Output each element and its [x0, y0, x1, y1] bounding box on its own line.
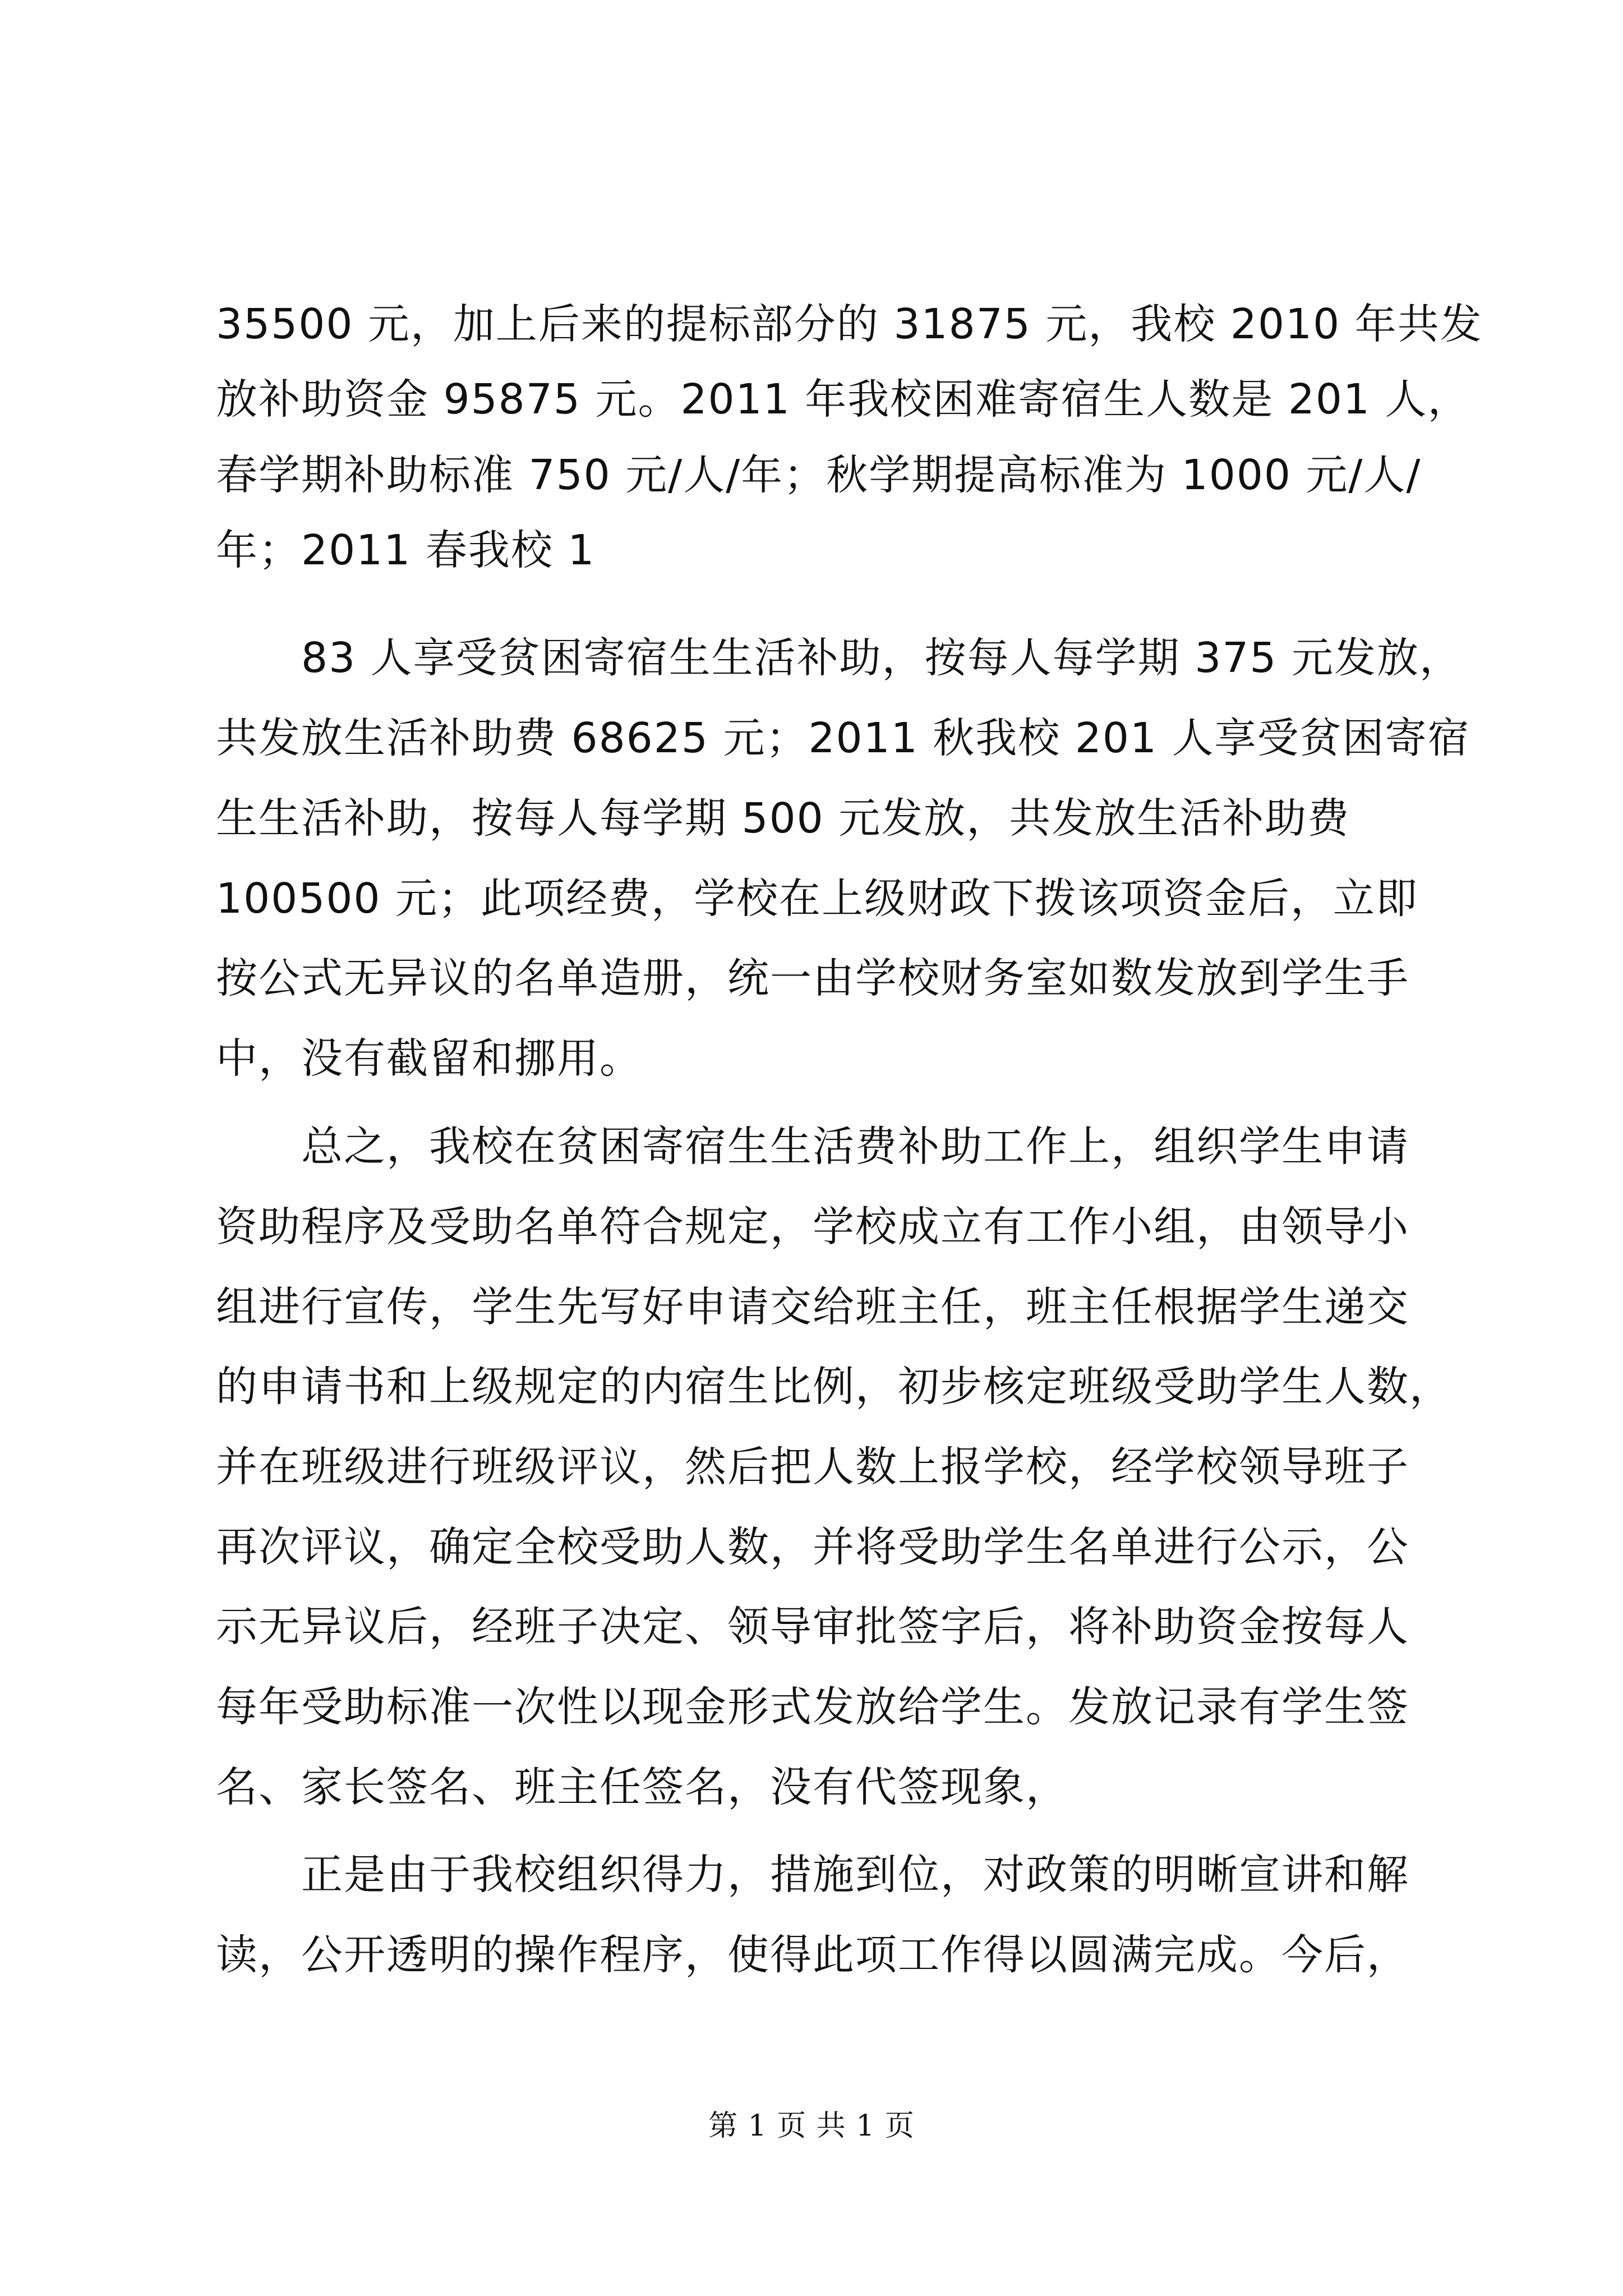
text-line: 再次评议，确定全校受助人数，并将受助学生名单进行公示，公: [216, 1523, 1409, 1571]
text-line: 35500 元，加上后来的提标部分的 31875 元，我校 2010 年共发: [216, 300, 1483, 348]
text-line: 读，公开透明的操作程序，使得此项工作得以圆满完成。今后，: [216, 1931, 1409, 1979]
text-line: 放补助资金 95875 元。2011 年我校困难寄宿生人数是 201 人，: [216, 375, 1470, 424]
text-line: 每年受助标准一次性以现金形式发放给学生。发放记录有学生签: [216, 1683, 1409, 1731]
text-line: 中，没有截留和挪用。: [216, 1034, 642, 1083]
text-line: 共发放生活补助费 68625 元；2011 秋我校 201 人享受贫困寄宿: [216, 714, 1470, 762]
page-footer: 第 1 页 共 1 页: [708, 2109, 915, 2143]
text-line: 100500 元；此项经费，学校在上级财政下拨该项资金后，立即: [216, 875, 1419, 923]
text-line: 名、家长签名、班主任签名，没有代签现象，: [216, 1763, 1068, 1811]
text-line: 正是由于我校组织得力，措施到位，对政策的明晰宣讲和解: [216, 1851, 1409, 1899]
text-line: 的申请书和上级规定的内宿生比例，初步核定班级受助学生人数，: [216, 1363, 1452, 1411]
text-line: 按公式无异议的名单造册，统一由学校财务室如数发放到学生手: [216, 954, 1409, 1002]
text-line: 生生活补助，按每人每学期 500 元发放，共发放生活补助费: [216, 794, 1350, 843]
text-line: 83 人享受贫困寄宿生生活补助，按每人每学期 375 元发放，: [216, 634, 1462, 682]
text-line: 示无异议后，经班子决定、领导审批签字后，将补助资金按每人: [216, 1603, 1409, 1651]
text-line: 组进行宣传，学生先写好申请交给班主任，班主任根据学生递交: [216, 1283, 1409, 1331]
text-line: 并在班级进行班级评议，然后把人数上报学校，经学校领导班子: [216, 1443, 1409, 1491]
text-line: 总之，我校在贫困寄宿生生活费补助工作上，组织学生申请: [216, 1122, 1409, 1171]
text-line: 资助程序及受助名单符合规定，学校成立有工作小组，由领导小: [216, 1203, 1409, 1251]
text-line: 春学期补助标准 750 元/人/年；秋学期提高标准为 1000 元/人/: [216, 451, 1422, 499]
text-line: 年；2011 春我校 1: [216, 526, 596, 574]
